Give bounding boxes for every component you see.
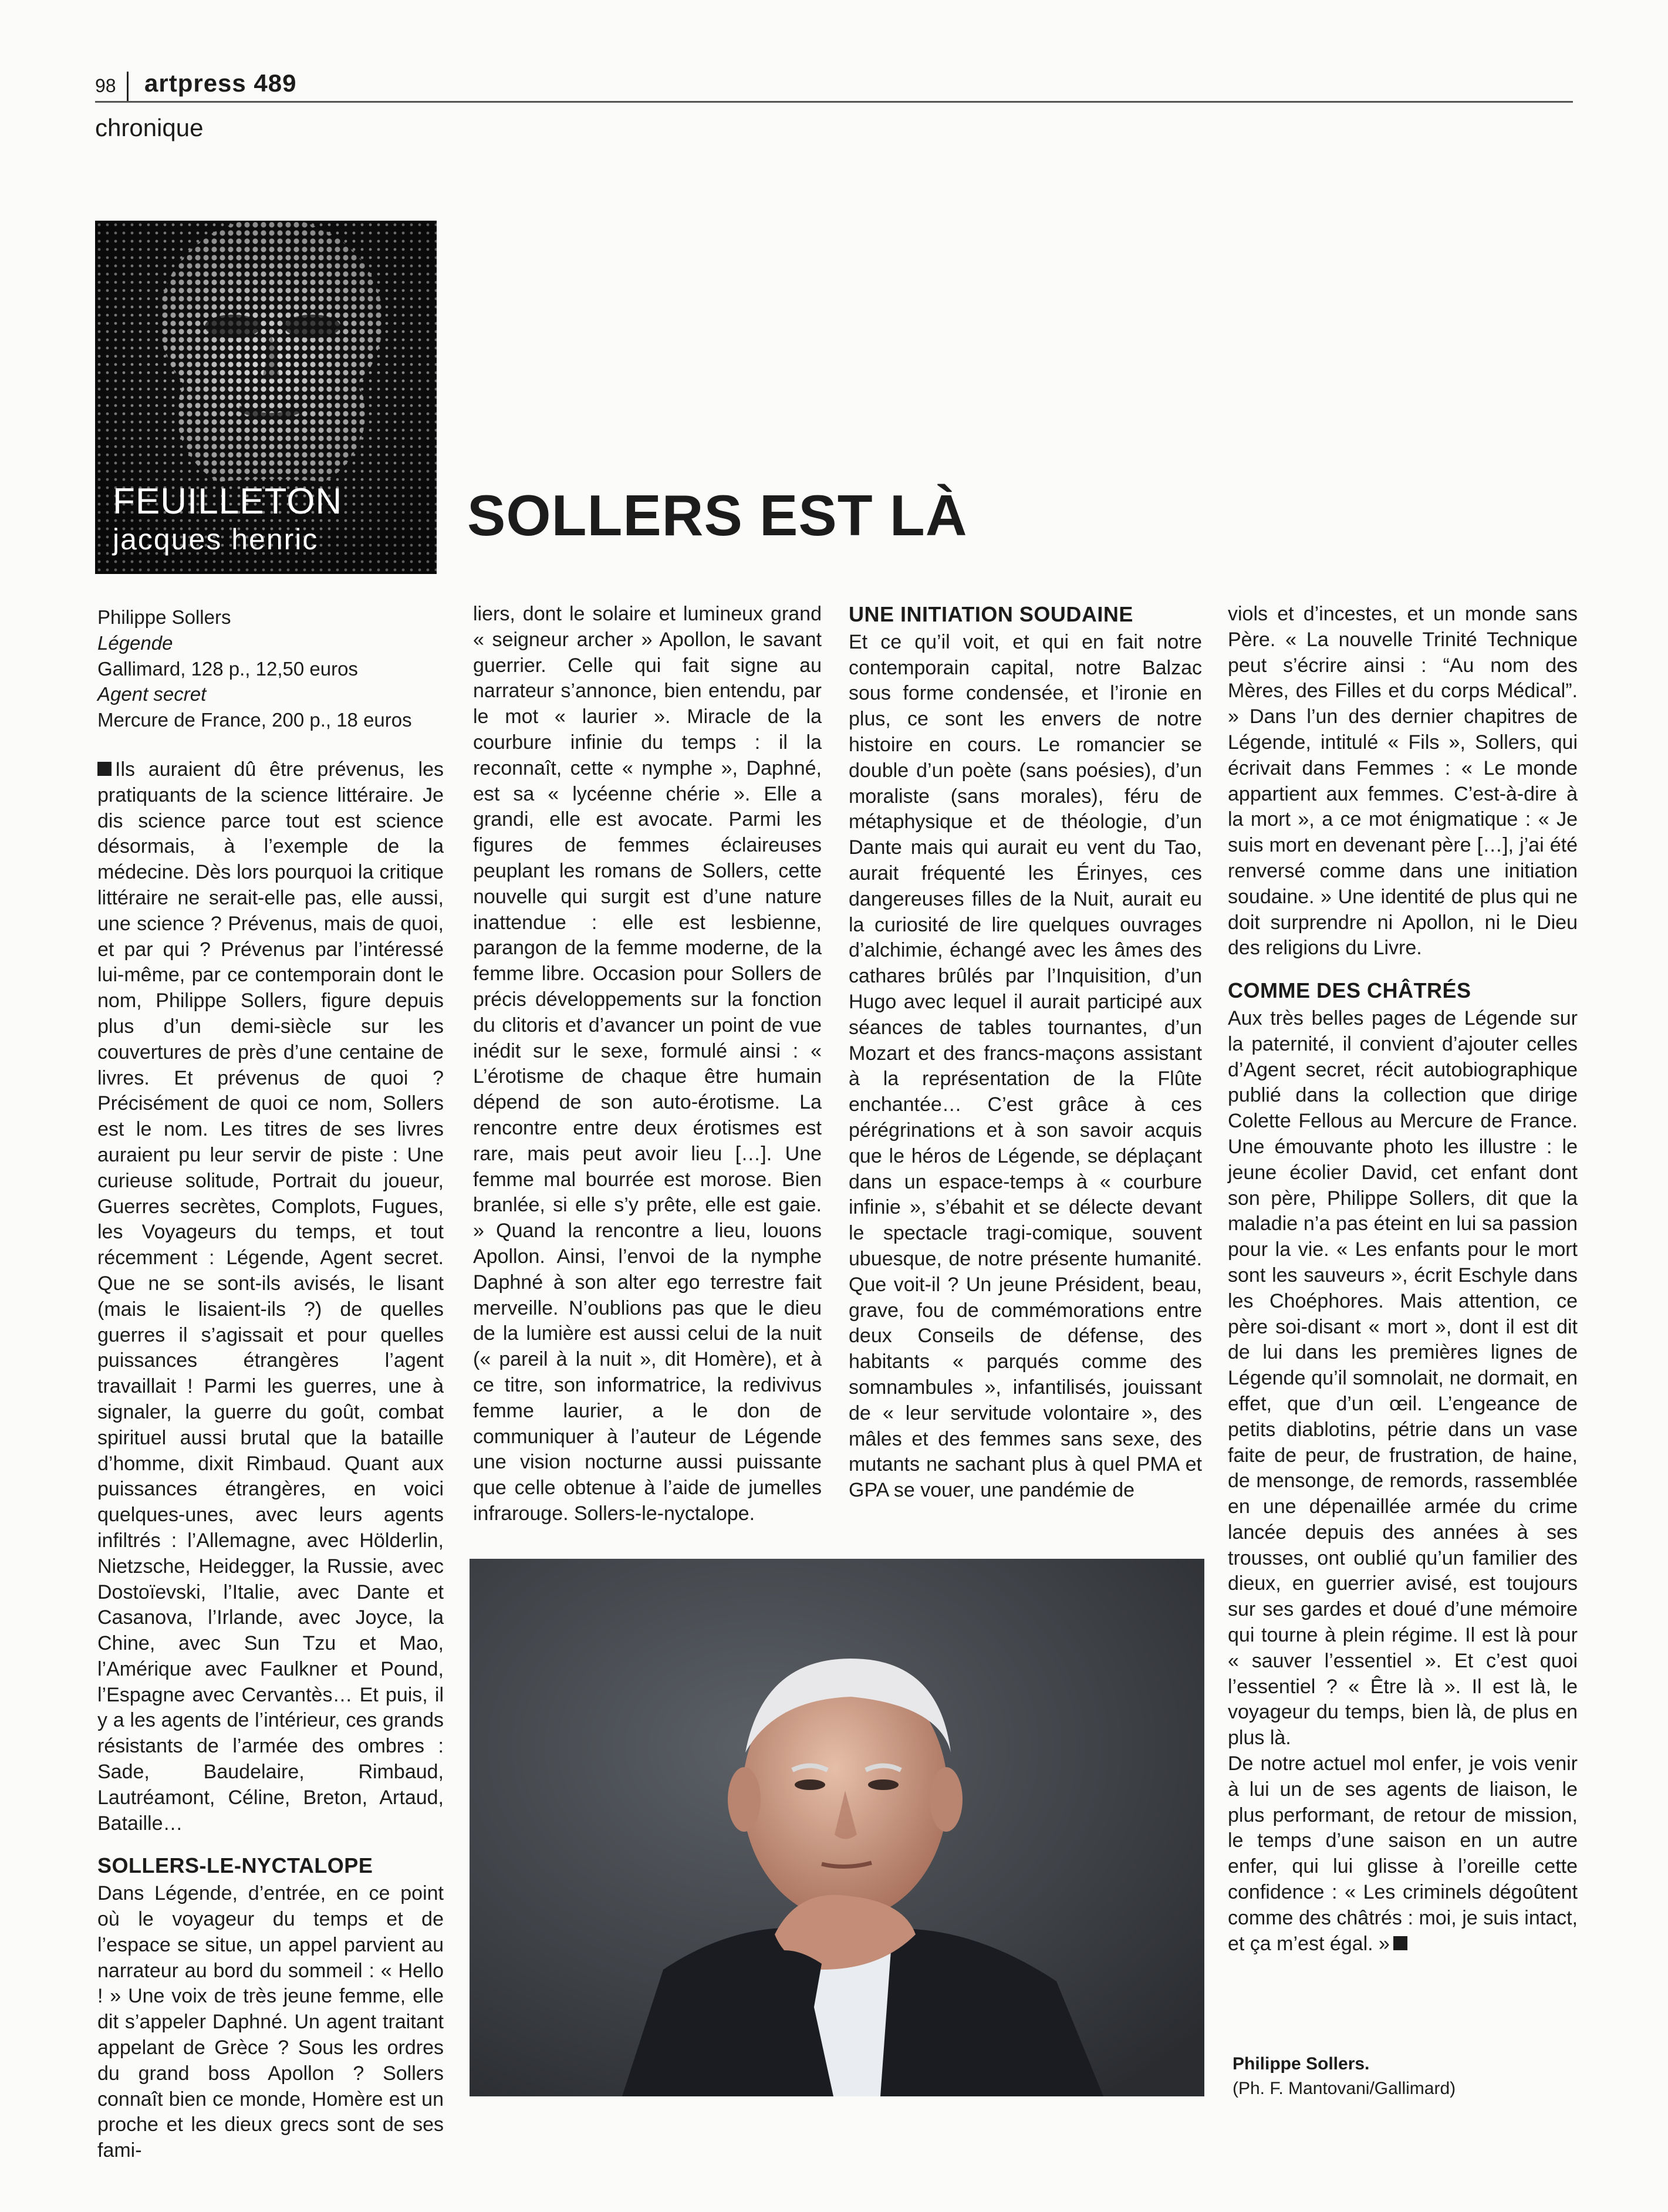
- section-subheading: SOLLERS-LE-NYCTALOPE: [97, 1853, 373, 1878]
- body-paragraph: liers, dont le solaire et lumineux grand « seigneur archer » Apollon, le savant guerrier. Celle qui fait signe au narrateur s’annonce, bien entendu, par le mot « laurier ». Miracle de la courbure infinie du temps : il la reconnaît, cette « nymphe », Daphné, est sa « lycéenne chérie ». Elle a grandi, elle est avocate. Parmi les figures de femmes éclaireuses peuplant les romans de Sollers, cette nouvelle qui surgit est d’une nature inattendue : elle est lesbienne, parangon de la femme moderne, de la femme libre. Occasion pour Sollers de précis développements sur la fonction du clitoris et d’avancer un point de vue inédit sur le sexe, formulé ainsi : « L’érotisme de chaque être humain dépend de son auto-érotisme. La rencontre entre deux érotismes est rare, mais peut avoir lieu […]. Une femme mal bourrée est morose. Bien branlée, si elle s’y prête, elle est gaie. » Quand la rencontre a lieu, louons Apollon. Ainsi, l’envoi de la nymphe Daphné à son alter ego terrestre fait merveille. N’oublions pas que le dieu de la lumière est aussi celui de la nuit (« pareil à la nuit », dit Homère), et à ce titre, son informatrice, la redivivus femme laurier, a le don de communiquer à l’auteur de Légende une vision nocturne aussi puissante que celle obtenue à l’aide de jumelles infrarouge. Sollers-le-nyctalope.: [473, 603, 822, 1525]
- body-paragraph: Ils auraient dû être prévenus, les pratiquants de la science littéraire. Je dis science parce tout est science désormais, à l’exemple de la médecine. Dès lors pourquoi la critique littéraire ne serait-elle pas, elle aussi, une science ? Prévenus, mais de quoi, et par qui ? Prévenus par l’intéressé lui-même, par ce contemporain dont le nom, Philippe Sollers, figure depuis plus d’un demi-siècle sur les couvertures de près d’une centaine de livres. Et prévenus de quoi ? Précisément de quoi ce nom, Sollers est le nom. Les titres de ses livres auraient pu leur servir de piste : Une curieuse solitude, Portrait du joueur, Guerres secrètes, Complots, Fugues, les Voyageurs du temps, et tout récemment : Légende, Agent secret. Que ne se sont-ils avisés, le lisant (mais le lisaient-ils ?) de quelles guerres il s’agissait et pour quelles puissances étrangères l’agent travaillait ! Parmi les guerres, une à signaler, la guerre du goût, combat spirituel aussi brutal que la bataille d’homme, dixit Rimbaud. Quant aux puissances étrangères, en voici quelques-unes, avec leurs agents infiltrés : l’Allemagne, avec Hölderlin, Nietzsche, Heidegger, la Russie, avec Dostoïevski, l’Italie, avec Dante et Casanova, l’Irlande, avec Joyce, la Chine, avec Sun Tzu et Mao, l’Amérique avec Faulkner et Pound, l’Espagne avec Cervantès… Et puis, il y a les agents de l’intérieur, ces grands résistants de l’armée des ombres : Sade, Baudelaire, Rimbaud, Lautréamont, Céline, Breton, Artaud, Bataille…: [97, 758, 444, 1835]
- text-column-1: [97, 757, 444, 2164]
- caption-name: Philippe Sollers.: [1233, 2054, 1370, 2073]
- book-reference-line: Mercure de France, 200 p., 18 euros: [97, 709, 412, 731]
- photo-caption: [1233, 2052, 1456, 2101]
- article-headline: SOLLERS EST LÀ: [467, 483, 968, 548]
- book-reference-line: Gallimard, 128 p., 12,50 euros: [97, 657, 358, 680]
- page-number: 98: [95, 75, 116, 96]
- end-square-icon: [1393, 1936, 1407, 1950]
- text-column-4: [1228, 602, 1578, 1957]
- lead-square-icon: [97, 762, 112, 776]
- body-paragraph: De notre actuel mol enfer, je vois venir à lui un de ses agents de liaison, le plus performant, de retour de mission, le temps d’une saison en un autre enfer, qui lui glisse à l’oreille cette confidence : « Les criminels dégoûtent comme des châtrés : moi, je suis intact, et ça m’est égal. »: [1228, 1752, 1578, 1955]
- magazine-title: artpress 489: [144, 69, 297, 97]
- body-paragraph: Dans Légende, d’entrée, en ce point où le voyageur du temps et de l’espace se situe, un appel parvient au narrateur au bord du sommeil : « Hello ! » Une voix de très jeune femme, elle dit s’appeler Daphné. Un agent traitant appelant de Grèce ? Sous les ordres du grand boss Apollon ? Sollers connaît bien ce monde, Homère est un proche et les dieux grecs sont de ses fami-: [97, 1882, 444, 2162]
- section-subheading: UNE INITIATION SOUDAINE: [849, 602, 1133, 626]
- section-label: FEUILLETON: [113, 481, 343, 522]
- book-reference-line: Légende: [97, 631, 173, 654]
- body-paragraph: viols et d’incestes, et un monde sans Père. « La nouvelle Trinité Technique peut s’écrire ainsi : “Au nom des Mères, des Filles et du corps Médical”. » Dans l’un des dernier chapitres de Légende, intitulé « Fils », Sollers, qui écrivait dans Femmes : « Le monde appartient aux femmes. C’est-à-dire à la mort », a ce mot énigmatique : « Je suis mort en devenant père […], j’ai été renversé comme dans une initiation soudaine. » Une identité de plus qui ne doit surprendre ni Apollon, ni le Dieu des religions du Livre.: [1228, 603, 1578, 960]
- author-byline: jacques henric: [113, 523, 319, 556]
- header-rule: [95, 101, 1573, 103]
- body-paragraph: Et ce qu’il voit, et qui en fait notre contemporain capital, notre Balzac sous forme condensée, et l’ironie en plus, ce sont les envers de notre histoire en cours. Le romancier se double d’un poète (sans poésies), d’un moraliste (sans morales), féru de métaphysique et de théologie, d’un Dante mais qui aurait eu vent du Tao, aurait fréquenté les Érinyes, ces dangereuses filles de la Nuit, aurait eu la curiosité de lire quelques ouvrages d’alchimie, échangé avec les âmes des cathares brûlés par l’Inquisition, d’un Hugo avec lequel il aurait participé aux séances de tables tournantes, d’un Mozart et des francs-maçons assistant à la représentation de la Flûte enchantée… C’est grâce à ces pérégrinations et à son savoir acquis que le héros de Légende, se déplaçant dans un espace-temps à « courbure infinie », s’ébahit et se délecte devant le spectacle tragi-comique, souvent ubuesque, de notre présente humanité. Que voit-il ? Un jeune Président, beau, grave, fou de commémorations entre deux Conseils de défense, des habitants « parqués comme des somnambules », infantilisés, jouissant de « leur servitude volontaire », des mâles et des femmes sans sexe, des mutants ne sachant plus à quel PMA et GPA se vouer, une pandémie de: [849, 630, 1202, 1502]
- header-divider: [127, 72, 129, 101]
- author-portrait: [95, 221, 437, 574]
- rubric-label: chronique: [95, 114, 204, 141]
- text-column-2: [473, 602, 822, 1527]
- text-column-3: [849, 602, 1202, 1504]
- book-references: [97, 604, 444, 733]
- portrait-caption: [113, 481, 342, 556]
- caption-credit: (Ph. F. Mantovani/Gallimard): [1233, 2079, 1456, 2098]
- section-subheading: COMME DES CHÂTRÉS: [1228, 978, 1471, 1003]
- portrait-photo-image: [470, 1559, 1204, 2096]
- book-reference-line: Philippe Sollers: [97, 606, 231, 628]
- book-reference-line: Agent secret: [97, 683, 207, 705]
- author-photo: [470, 1559, 1204, 2096]
- body-paragraph: Aux très belles pages de Légende sur la paternité, il convient d’ajouter celles d’Agent secret, récit autobiographique publié dans la collection que dirige Colette Fellous au Mercure de France. Une émouvante photo les illustre : le jeune écolier David, cet enfant dont son père, Philippe Sollers, dit que la maladie n’a pas éteint en lui sa passion pour la vie. « Les enfants pour le mort sont les sauveurs », écrit Eschyle dans les Choéphores. Mais attention, ce père soi-disant « mort », dont il est dit de lui dans les premières lignes de Légende qu’il somnolait, ne dormait, en effet, que d’un œil. L’engeance de petits diablotins, pétrie dans un vase faite de peur, de frustration, de haine, de mensonge, de remords, rassemblée en une dépenaillée armée du crime lancée depuis des années à ses trousses, ont oublié qu’un familier des dieux, en guerrier avisé, est toujours sur ses gardes et doué d’une mémoire qui tourne à plein régime. Il est là pour « sauver l’essentiel ». Et c’est quoi l’essentiel ? « Être là ». Il est là, le voyageur du temps, bien là, de plus en plus là.: [1228, 1007, 1578, 1750]
